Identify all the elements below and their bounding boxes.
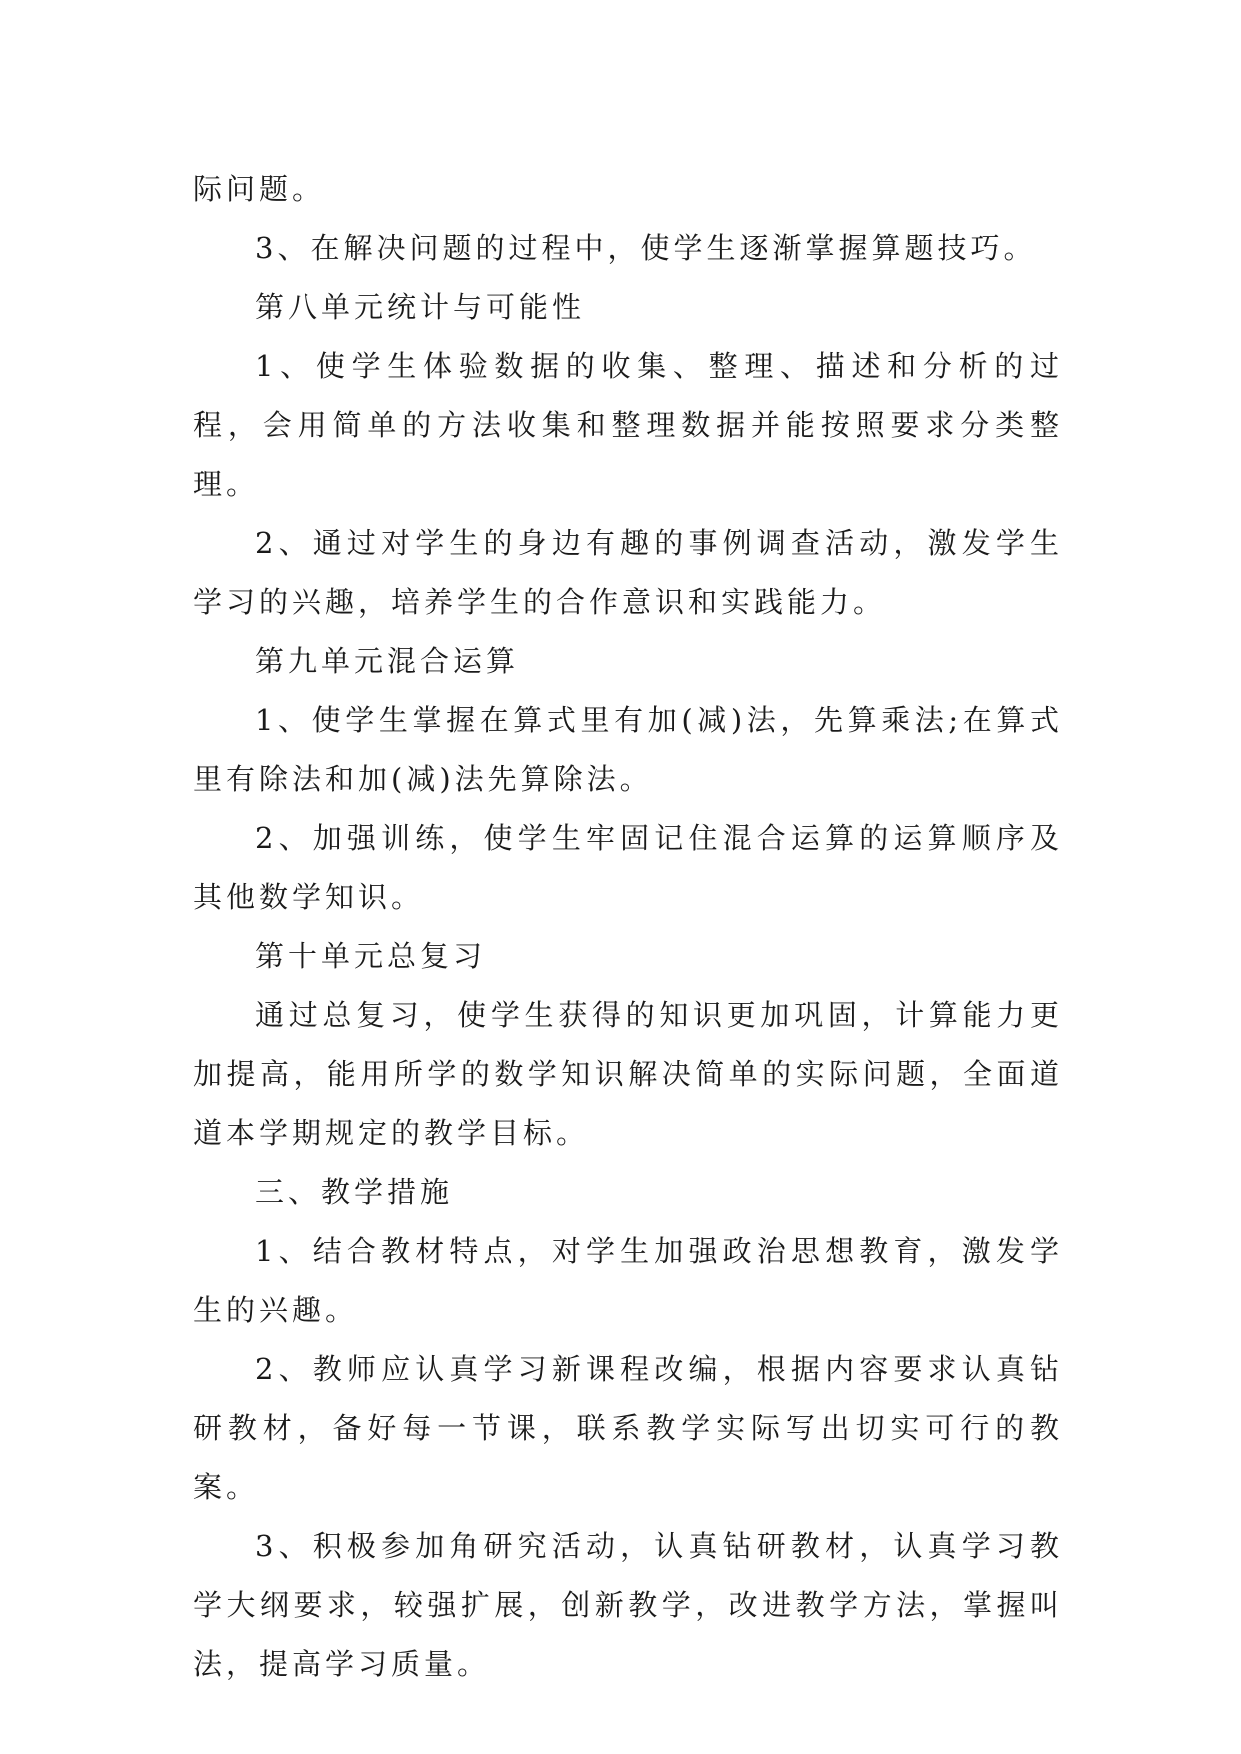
document-body [193, 160, 1063, 1694]
paragraph-item: 1、使学生掌握在算式里有加(减)法，先算乘法;在算式里有除法和加(减)法先算除法。 [193, 703, 1063, 796]
section-heading-unit-10: 第十单元总复习 [255, 939, 487, 973]
paragraph-item: 3、在解决问题的过程中，使学生逐渐掌握算题技巧。 [255, 231, 1037, 265]
paragraph-continuation: 际问题。 [193, 172, 326, 206]
paragraph-item: 2、教师应认真学习新课程改编，根据内容要求认真钻研教材，备好每一节课，联系教学实际写出切实可行的教案。 [193, 1352, 1063, 1504]
paragraph-item: 3、积极参加角研究活动，认真钻研教材，认真学习教学大纲要求，较强扩展，创新教学，改进教学方法，掌握叫法，提高学习质量。 [193, 1529, 1063, 1681]
section-heading-teaching-measures: 三、教学措施 [255, 1175, 454, 1209]
section-heading-unit-9: 第九单元混合运算 [255, 644, 520, 678]
paragraph-item: 1、结合教材特点，对学生加强政治思想教育，激发学生的兴趣。 [193, 1234, 1063, 1327]
section-heading-unit-8: 第八单元统计与可能性 [255, 290, 586, 324]
paragraph-item: 通过总复习，使学生获得的知识更加巩固，计算能力更加提高，能用所学的数学知识解决简单的实际问题，全面道道本学期规定的教学目标。 [193, 998, 1063, 1150]
paragraph-item: 2、加强训练，使学生牢固记住混合运算的运算顺序及其他数学知识。 [193, 821, 1063, 914]
paragraph-item: 2、通过对学生的身边有趣的事例调查活动，激发学生学习的兴趣，培养学生的合作意识和实践能力。 [193, 526, 1063, 619]
paragraph-item: 1、使学生体验数据的收集、整理、描述和分析的过程，会用简单的方法收集和整理数据并能按照要求分类整理。 [193, 349, 1063, 501]
